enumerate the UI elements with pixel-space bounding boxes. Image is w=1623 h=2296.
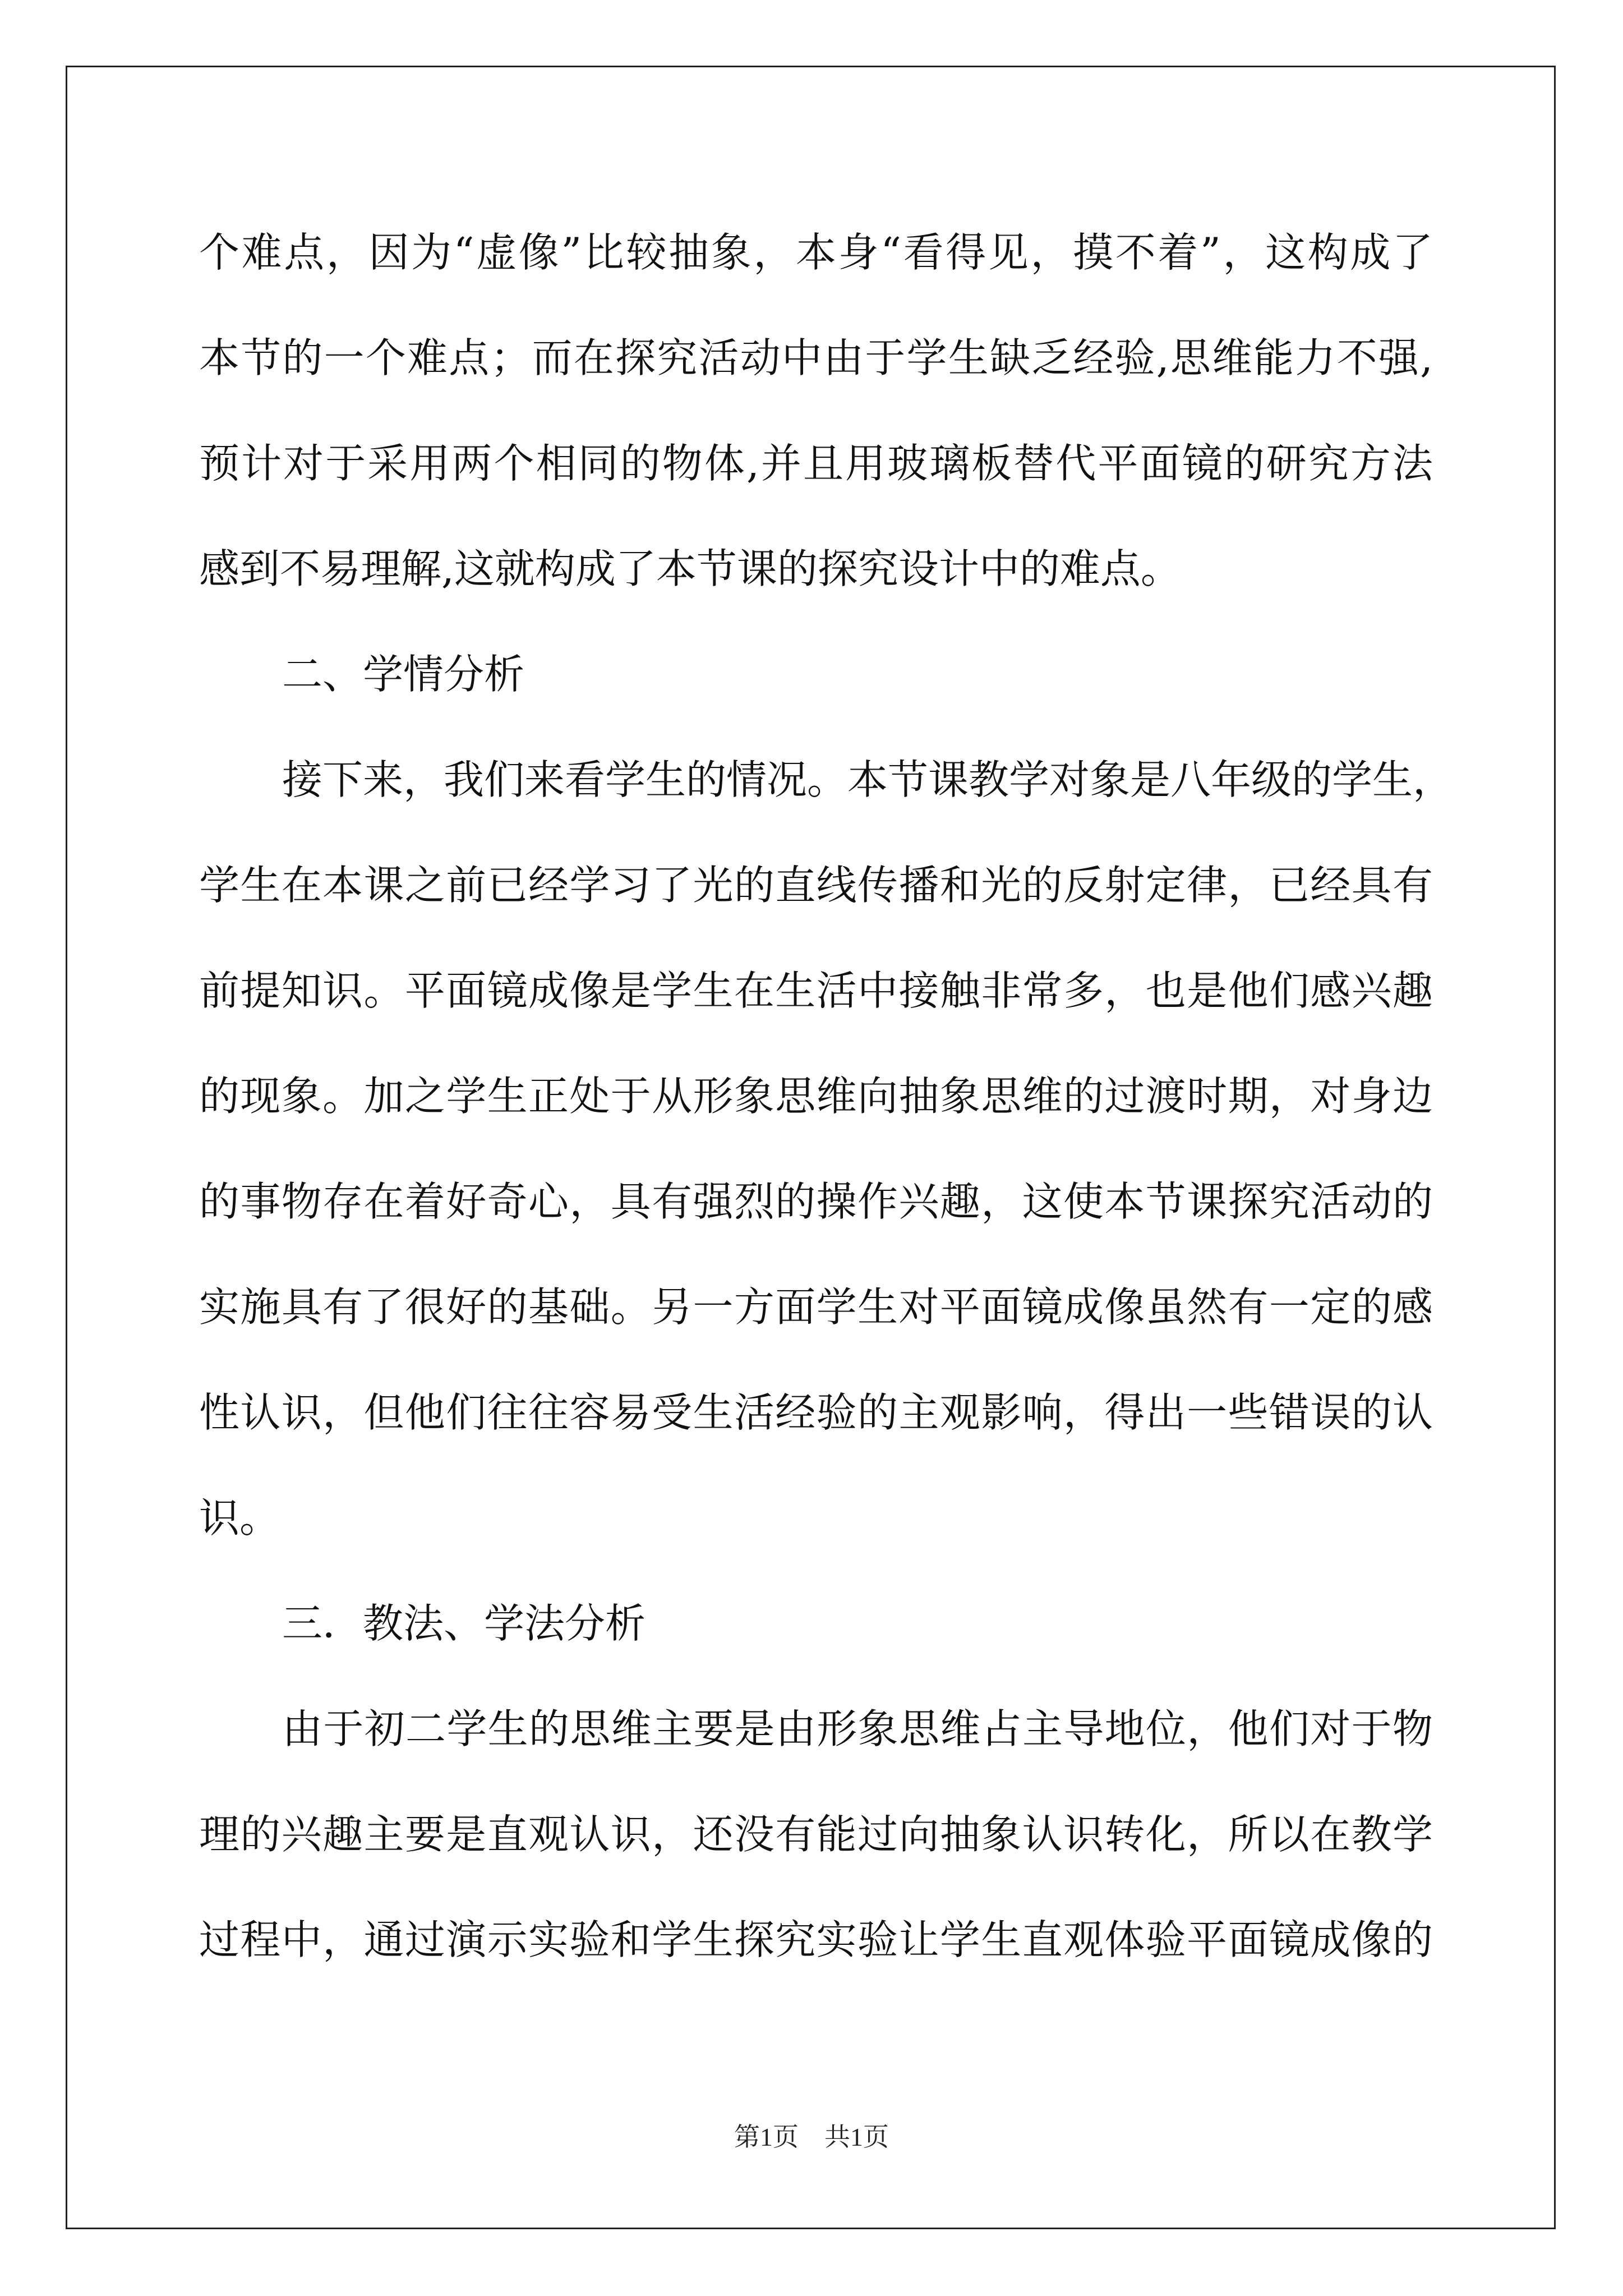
- text-line: 前提知识。平面镜成像是学生在生活中接触非常多，也是他们感兴趣: [199, 967, 1433, 1014]
- text-line: 过程中，通过演示实验和学生探究实验让学生直观体验平面镜成像的: [199, 1916, 1433, 1963]
- text-line: 预计对于采用两个相同的物体,并且用玻璃板替代平面镜的研究方法: [199, 440, 1433, 487]
- text-line: 的现象。加之学生正处于从形象思维向抽象思维的过渡时期，对身边: [199, 1073, 1433, 1120]
- text-line: 性认识，但他们往往容易受生活经验的主观影响，得出一些错误的认: [199, 1389, 1433, 1436]
- text-line: 的事物存在着好奇心，具有强烈的操作兴趣，这使本节课探究活动的: [199, 1178, 1433, 1225]
- page-number-footer: 第1页 共1页: [734, 2123, 889, 2151]
- section-heading: 三．教法、学法分析: [282, 1600, 646, 1647]
- text-line: 理的兴趣主要是直观认识，还没有能过向抽象认识转化，所以在教学: [199, 1811, 1433, 1858]
- text-line: 本节的一个难点；而在探究活动中由于学生缺乏经验,思维能力不强,: [199, 334, 1433, 381]
- text-line: 个难点，因为“虚像”比较抽象，本身“看得见，摸不着”，这构成了: [199, 229, 1433, 276]
- document-body: [199, 200, 1454, 1993]
- text-line: 实施具有了很好的基础。另一方面学生对平面镜成像虽然有一定的感: [199, 1283, 1433, 1331]
- section-heading: 二、学情分析: [282, 651, 525, 698]
- text-line: 感到不易理解,这就构成了本节课的探究设计中的难点。: [199, 545, 1181, 592]
- text-line: 识。: [199, 1494, 280, 1542]
- text-line: 由于初二学生的思维主要是由形象思维占主导地位，他们对于物: [282, 1705, 1433, 1752]
- text-line: 接下来，我们来看学生的情况。本节课教学对象是八年级的学生，: [282, 756, 1454, 803]
- text-line: 学生在本课之前已经学习了光的直线传播和光的反射定律，已经具有: [199, 862, 1433, 909]
